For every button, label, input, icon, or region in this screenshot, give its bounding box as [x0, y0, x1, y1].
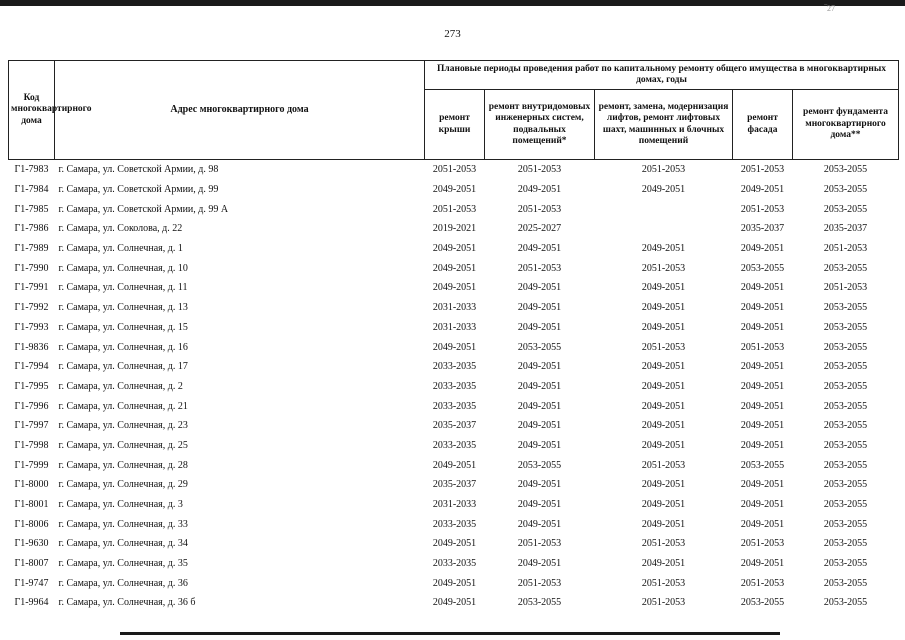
cell-foundation: 2053-2055 — [823, 479, 868, 491]
cell-elevators — [595, 199, 733, 219]
cell-foundation: 2053-2055 — [823, 459, 868, 471]
cell-roof: 2049-2051 — [432, 341, 477, 353]
cell-address: г. Самара, ул. Солнечная, д. 1 — [58, 243, 183, 255]
cell-code: Г1-9964 — [14, 597, 49, 609]
cell-code: Г1-7995 — [14, 380, 49, 392]
cell-roof: 2035-2037 — [432, 420, 477, 432]
cell-facade: 2049-2051 — [740, 499, 785, 511]
cell-foundation: 2035-2037 — [823, 223, 868, 235]
cell-address: г. Самара, ул. Солнечная, д. 13 — [58, 302, 188, 314]
table-row — [9, 318, 899, 338]
cell-facade: 2049-2051 — [740, 302, 785, 314]
cell-engineering: 2051-2053 — [517, 577, 562, 589]
cell-elevators: 2051-2053 — [641, 597, 686, 609]
table-row — [9, 514, 899, 534]
cell-address: г. Самара, ул. Солнечная, д. 28 — [58, 459, 188, 471]
cell-roof: 2033-2035 — [432, 400, 477, 412]
cell-roof: 2049-2051 — [432, 538, 477, 550]
cell-foundation: 2051-2053 — [823, 282, 868, 294]
cell-engineering: 2053-2055 — [517, 341, 562, 353]
table-row — [9, 239, 899, 259]
cell-elevators: 2051-2053 — [641, 164, 686, 176]
cell-elevators: 2049-2051 — [641, 243, 686, 255]
cell-code: Г1-7998 — [14, 439, 49, 451]
cell-code: Г1-7994 — [14, 361, 49, 373]
table-row — [9, 180, 899, 200]
cell-elevators: 2049-2051 — [641, 558, 686, 570]
table-row — [9, 554, 899, 574]
cell-foundation: 2053-2055 — [823, 558, 868, 570]
table-row — [9, 534, 899, 554]
cell-address: г. Самара, ул. Соколова, д. 22 — [58, 223, 183, 235]
cell-elevators: 2049-2051 — [641, 184, 686, 196]
cell-foundation: 2053-2055 — [823, 380, 868, 392]
cell-address: г. Самара, ул. Советской Армии, д. 98 — [58, 164, 219, 176]
table-row — [9, 377, 899, 397]
cell-roof: 2051-2053 — [432, 203, 477, 215]
cell-foundation: 2053-2055 — [823, 302, 868, 314]
cell-foundation: 2053-2055 — [823, 321, 868, 333]
cell-address: г. Самара, ул. Солнечная, д. 10 — [58, 262, 188, 274]
cell-engineering: 2049-2051 — [517, 479, 562, 491]
cell-roof: 2019-2021 — [432, 223, 477, 235]
cell-elevators: 2049-2051 — [641, 321, 686, 333]
table-row — [9, 475, 899, 495]
cell-engineering: 2049-2051 — [517, 243, 562, 255]
cell-code: Г1-9630 — [14, 538, 49, 550]
cell-address: г. Самара, ул. Солнечная, д. 17 — [58, 361, 188, 373]
corner-mark: ‾27 — [824, 4, 835, 13]
cell-engineering: 2051-2053 — [517, 538, 562, 550]
table-row — [9, 573, 899, 593]
cell-code: Г1-7989 — [14, 243, 49, 255]
cell-code: Г1-7993 — [14, 321, 49, 333]
cell-foundation: 2053-2055 — [823, 439, 868, 451]
repair-schedule-table-container — [8, 60, 898, 613]
cell-code: Г1-8007 — [14, 558, 49, 570]
cell-foundation: 2053-2055 — [823, 420, 868, 432]
cell-facade: 2053-2055 — [740, 597, 785, 609]
cell-facade: 2051-2053 — [740, 341, 785, 353]
cell-foundation: 2053-2055 — [823, 499, 868, 511]
cell-engineering: 2053-2055 — [517, 459, 562, 471]
cell-facade: 2049-2051 — [740, 558, 785, 570]
header-facade: ремонт фасада — [733, 90, 793, 160]
cell-foundation: 2053-2055 — [823, 361, 868, 373]
cell-facade: 2051-2053 — [740, 577, 785, 589]
cell-foundation: 2053-2055 — [823, 164, 868, 176]
page-top-border — [0, 0, 905, 6]
cell-facade: 2053-2055 — [740, 262, 785, 274]
table-row — [9, 219, 899, 239]
cell-elevators: 2049-2051 — [641, 479, 686, 491]
cell-facade: 2049-2051 — [740, 479, 785, 491]
cell-facade: 2049-2051 — [740, 420, 785, 432]
cell-engineering: 2049-2051 — [517, 558, 562, 570]
cell-engineering: 2049-2051 — [517, 321, 562, 333]
cell-facade: 2049-2051 — [740, 321, 785, 333]
table-row — [9, 593, 899, 613]
cell-elevators: 2051-2053 — [641, 538, 686, 550]
cell-roof: 2049-2051 — [432, 243, 477, 255]
cell-roof: 2049-2051 — [432, 262, 477, 274]
cell-foundation: 2053-2055 — [823, 518, 868, 530]
cell-address: г. Самара, ул. Солнечная, д. 15 — [58, 321, 188, 333]
cell-roof: 2049-2051 — [432, 459, 477, 471]
table-header — [9, 61, 899, 160]
cell-address: г. Самара, ул. Солнечная, д. 11 — [58, 282, 188, 294]
cell-engineering: 2049-2051 — [517, 361, 562, 373]
cell-engineering: 2049-2051 — [517, 420, 562, 432]
cell-elevators: 2049-2051 — [641, 361, 686, 373]
cell-engineering: 2049-2051 — [517, 499, 562, 511]
cell-foundation: 2053-2055 — [823, 538, 868, 550]
cell-elevators: 2051-2053 — [641, 341, 686, 353]
cell-elevators: 2049-2051 — [641, 420, 686, 432]
cell-engineering: 2049-2051 — [517, 184, 562, 196]
cell-engineering: 2051-2053 — [517, 262, 562, 274]
cell-roof: 2049-2051 — [432, 282, 477, 294]
cell-foundation: 2053-2055 — [823, 203, 868, 215]
cell-code: Г1-7985 — [14, 203, 49, 215]
cell-facade: 2049-2051 — [740, 400, 785, 412]
cell-roof: 2051-2053 — [432, 164, 477, 176]
cell-code: Г1-8000 — [14, 479, 49, 491]
cell-elevators: 2051-2053 — [641, 459, 686, 471]
cell-engineering: 2049-2051 — [517, 282, 562, 294]
cell-roof: 2033-2035 — [432, 361, 477, 373]
cell-address: г. Самара, ул. Советской Армии, д. 99 А — [58, 203, 229, 215]
cell-code: Г1-8006 — [14, 518, 49, 530]
table-row — [9, 258, 899, 278]
header-elevators: ремонт, замена, модернизация лифтов, ремонт лифтовых шахт, машинных и блочных помещений — [595, 90, 733, 160]
cell-engineering: 2049-2051 — [517, 302, 562, 314]
cell-facade: 2049-2051 — [740, 184, 785, 196]
cell-engineering: 2051-2053 — [517, 164, 562, 176]
header-address: Адрес многоквартирного дома — [55, 61, 425, 160]
cell-facade: 2051-2053 — [740, 164, 785, 176]
cell-address: г. Самара, ул. Советской Армии, д. 99 — [58, 184, 219, 196]
cell-address: г. Самара, ул. Солнечная, д. 25 — [58, 439, 188, 451]
cell-address: г. Самара, ул. Солнечная, д. 29 — [58, 479, 188, 491]
cell-code: Г1-7997 — [14, 420, 49, 432]
table-row — [9, 199, 899, 219]
table-body — [9, 160, 899, 613]
header-foundation: ремонт фундамента многоквартирного дома** — [793, 90, 899, 160]
cell-roof: 2033-2035 — [432, 380, 477, 392]
cell-roof: 2031-2033 — [432, 302, 477, 314]
cell-foundation: 2053-2055 — [823, 400, 868, 412]
cell-address: г. Самара, ул. Солнечная, д. 33 — [58, 518, 188, 530]
cell-foundation: 2051-2053 — [823, 243, 868, 255]
cell-address: г. Самара, ул. Солнечная, д. 23 — [58, 420, 188, 432]
cell-code: Г1-7992 — [14, 302, 49, 314]
cell-address: г. Самара, ул. Солнечная, д. 3 — [58, 499, 183, 511]
cell-roof: 2033-2035 — [432, 558, 477, 570]
cell-address: г. Самара, ул. Солнечная, д. 2 — [58, 380, 183, 392]
cell-engineering: 2049-2051 — [517, 518, 562, 530]
table-row — [9, 337, 899, 357]
table-row — [9, 436, 899, 456]
cell-facade: 2035-2037 — [740, 223, 785, 235]
cell-elevators: 2049-2051 — [641, 380, 686, 392]
cell-address: г. Самара, ул. Солнечная, д. 16 — [58, 341, 188, 353]
header-periods-group: Плановые периоды проведения работ по капитальному ремонту общего имущества в многоквартирных домах, годы — [425, 61, 899, 90]
cell-address: г. Самара, ул. Солнечная, д. 34 — [58, 538, 188, 550]
cell-foundation: 2053-2055 — [823, 341, 868, 353]
cell-code: Г1-9836 — [14, 341, 49, 353]
cell-roof: 2031-2033 — [432, 499, 477, 511]
page-bottom-border — [120, 632, 780, 635]
cell-foundation: 2053-2055 — [823, 597, 868, 609]
table-row — [9, 455, 899, 475]
cell-engineering: 2051-2053 — [517, 203, 562, 215]
cell-facade: 2049-2051 — [740, 518, 785, 530]
cell-foundation: 2053-2055 — [823, 262, 868, 274]
header-code: Код многоквартирного дома — [9, 61, 55, 160]
cell-elevators: 2051-2053 — [641, 577, 686, 589]
cell-facade: 2051-2053 — [740, 203, 785, 215]
page-number: 273 — [444, 28, 461, 40]
cell-code: Г1-8001 — [14, 499, 49, 511]
cell-elevators: 2051-2053 — [641, 262, 686, 274]
cell-address: г. Самара, ул. Солнечная, д. 36 — [58, 577, 188, 589]
cell-facade: 2049-2051 — [740, 361, 785, 373]
repair-schedule-table — [8, 60, 899, 613]
table-row — [9, 298, 899, 318]
cell-roof: 2033-2035 — [432, 518, 477, 530]
cell-facade: 2053-2055 — [740, 459, 785, 471]
cell-code: Г1-7990 — [14, 262, 49, 274]
cell-address: г. Самара, ул. Солнечная, д. 36 б — [58, 597, 196, 609]
cell-code: Г1-7991 — [14, 282, 49, 294]
cell-engineering: 2049-2051 — [517, 400, 562, 412]
cell-facade: 2051-2053 — [740, 538, 785, 550]
cell-code: Г1-7986 — [14, 223, 49, 235]
cell-elevators: 2049-2051 — [641, 439, 686, 451]
cell-elevators: 2049-2051 — [641, 400, 686, 412]
cell-foundation: 2053-2055 — [823, 577, 868, 589]
cell-elevators: 2049-2051 — [641, 518, 686, 530]
header-engineering: ремонт внутридомовых инженерных систем, подвальных помещений* — [485, 90, 595, 160]
cell-engineering: 2053-2055 — [517, 597, 562, 609]
cell-facade: 2049-2051 — [740, 282, 785, 294]
cell-address: г. Самара, ул. Солнечная, д. 21 — [58, 400, 188, 412]
cell-roof: 2049-2051 — [432, 597, 477, 609]
cell-roof: 2031-2033 — [432, 321, 477, 333]
cell-roof: 2035-2037 — [432, 479, 477, 491]
cell-engineering: 2049-2051 — [517, 380, 562, 392]
cell-roof: 2049-2051 — [432, 577, 477, 589]
cell-roof: 2049-2051 — [432, 184, 477, 196]
cell-facade: 2049-2051 — [740, 243, 785, 255]
table-row — [9, 357, 899, 377]
cell-foundation: 2053-2055 — [823, 184, 868, 196]
table-row — [9, 416, 899, 436]
table-row — [9, 160, 899, 180]
cell-elevators: 2049-2051 — [641, 499, 686, 511]
table-row — [9, 495, 899, 515]
cell-facade: 2049-2051 — [740, 439, 785, 451]
cell-address: г. Самара, ул. Солнечная, д. 35 — [58, 558, 188, 570]
cell-roof: 2033-2035 — [432, 439, 477, 451]
cell-code: Г1-7996 — [14, 400, 49, 412]
cell-code: Г1-9747 — [14, 577, 49, 589]
table-row — [9, 278, 899, 298]
header-roof: ремонт крыши — [425, 90, 485, 160]
cell-engineering: 2025-2027 — [517, 223, 562, 235]
cell-elevators — [595, 219, 733, 239]
cell-facade: 2049-2051 — [740, 380, 785, 392]
cell-elevators: 2049-2051 — [641, 302, 686, 314]
cell-code: Г1-7999 — [14, 459, 49, 471]
cell-engineering: 2049-2051 — [517, 439, 562, 451]
table-row — [9, 396, 899, 416]
cell-code: Г1-7984 — [14, 184, 49, 196]
cell-elevators: 2049-2051 — [641, 282, 686, 294]
cell-code: Г1-7983 — [14, 164, 49, 176]
